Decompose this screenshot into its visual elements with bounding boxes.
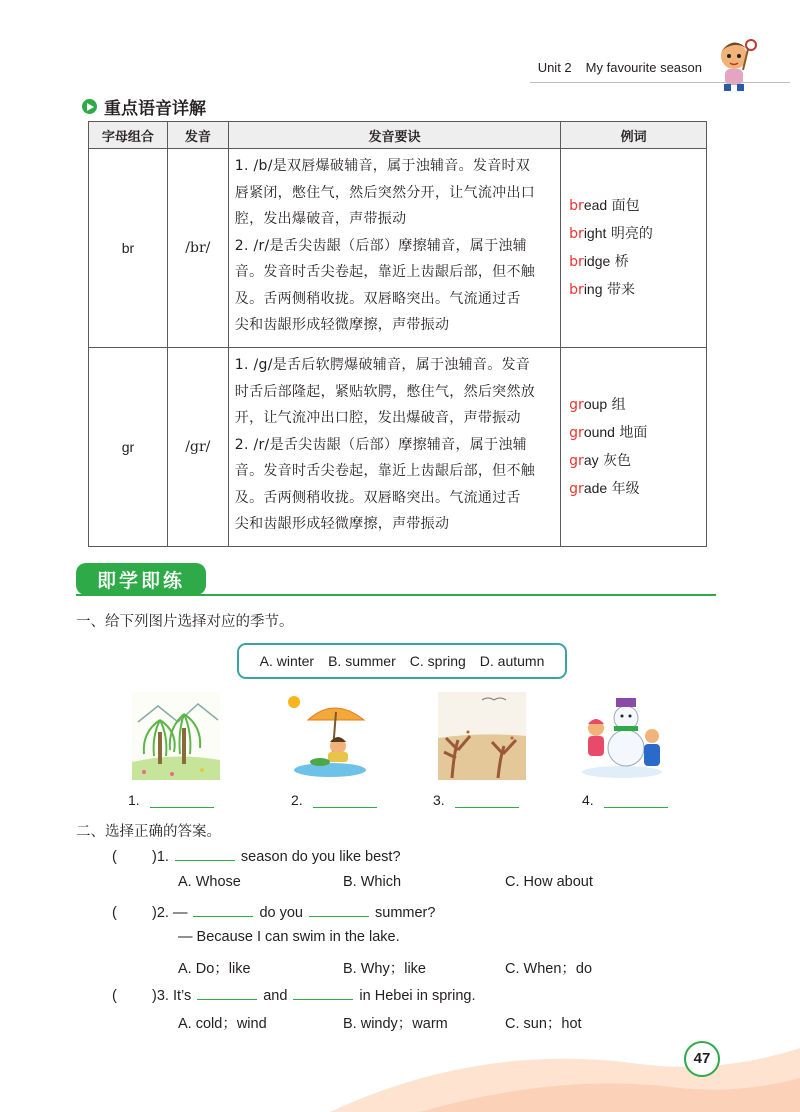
question-3: ( )3. It’s and in Hebei in spring.: [112, 985, 476, 1004]
section-title: 重点语音详解: [104, 99, 206, 119]
example-word: gray 灰色: [569, 452, 632, 469]
example-word: group 组: [569, 396, 626, 413]
answer-paren[interactable]: (: [112, 849, 117, 865]
season-options-box: [237, 643, 567, 679]
fill-blank[interactable]: [175, 846, 235, 861]
section-heading: [82, 94, 206, 119]
phonics-table: [88, 121, 707, 547]
answer-blank-2[interactable]: 2.: [291, 792, 377, 808]
fill-blank[interactable]: [309, 902, 369, 917]
example-word: bright 明亮的: [569, 225, 653, 242]
question-2: ( )2. — do you summer?: [112, 902, 435, 921]
sound-cell: /gr/: [167, 348, 228, 547]
answer-line: — Because I can swim in the lake.: [178, 929, 400, 945]
example-word: bring 带来: [569, 281, 635, 298]
option-c[interactable]: C. How about: [505, 874, 593, 890]
tip-line: 音。发音时舌尖卷起，靠近上齿龈后部，但不触: [234, 463, 536, 479]
option-b[interactable]: B. Why；like: [343, 961, 426, 977]
running-header: [538, 60, 702, 75]
option-a[interactable]: A. Whose: [178, 874, 241, 890]
answer-paren[interactable]: (: [112, 988, 117, 1004]
table-row-gr: [89, 348, 707, 547]
option-summer: B. summer: [328, 653, 396, 669]
option-a[interactable]: A. cold；wind: [178, 1016, 267, 1032]
example-word: bridge 桥: [569, 253, 629, 270]
tip-line: 尖和齿龈形成轻微摩擦，声带振动: [234, 516, 450, 532]
tip-line: 腔，发出爆破音，声带振动: [234, 211, 407, 227]
tip-line: 音。发音时舌尖卷起，靠近上齿龈后部，但不触: [234, 264, 536, 280]
examples-cell: [561, 348, 707, 547]
sound-cell: /br/: [167, 149, 228, 348]
tip-line: 及。舌两侧稍收拢。双唇略突出。气流通过舌: [234, 290, 521, 307]
option-autumn: D. autumn: [479, 653, 545, 669]
autumn-picture: [438, 692, 526, 780]
footer-wave: [0, 1002, 800, 1112]
tip-line: 时舌后部隆起，紧贴软腭，憋住气，然后突然放: [234, 383, 536, 400]
tips-cell: [228, 149, 560, 348]
practice-banner: 即学即练: [76, 563, 206, 595]
option-winter: A. winter: [259, 653, 315, 669]
fill-blank[interactable]: [197, 985, 257, 1000]
banner-rule: [76, 594, 716, 596]
combo-cell: gr: [89, 348, 168, 547]
question-1: ( )1. season do you like best?: [112, 846, 401, 865]
tip-line: 及。舌两侧稍收拢。双唇略突出。气流通过舌: [234, 489, 521, 506]
table-header-row: [89, 122, 707, 149]
tip-line: 唇紧闭，憋住气，然后突然分开，让气流冲出口: [234, 184, 536, 201]
col-header-tips: 发音要诀: [228, 122, 560, 149]
fill-blank[interactable]: [293, 985, 353, 1000]
page-number: 47: [684, 1041, 720, 1077]
option-b[interactable]: B. windy；warm: [343, 1016, 448, 1032]
unit-label: Unit 2: [537, 60, 572, 75]
answer-blank-4[interactable]: 4.: [582, 792, 668, 808]
option-b[interactable]: B. Which: [343, 874, 402, 890]
option-c[interactable]: C. When；do: [505, 961, 593, 977]
col-header-sound: 发音: [167, 122, 228, 149]
col-header-examples: 例词: [561, 122, 707, 149]
example-word: grade 年级: [569, 480, 640, 497]
answer-blank-1[interactable]: 1.: [128, 792, 214, 808]
tip-line: 1. /b/是双唇爆破辅音，属于浊辅音。发音时双: [234, 158, 531, 174]
tip-line: 1. /g/是舌后软腭爆破辅音，属于浊辅音。发音: [234, 357, 531, 373]
q2-title: 二、选择正确的答案。: [76, 824, 221, 840]
examples-cell: [561, 149, 707, 348]
option-a[interactable]: A. Do；like: [178, 961, 251, 977]
combo-cell: br: [89, 149, 168, 348]
summer-picture: [286, 692, 374, 780]
fill-blank[interactable]: [193, 902, 253, 917]
option-spring: C. spring: [409, 653, 466, 669]
col-header-combo: 字母组合: [89, 122, 168, 149]
winter-picture: [578, 692, 666, 780]
q1-title: 一、给下列图片选择对应的季节。: [76, 614, 294, 630]
example-word: bread 面包: [569, 197, 640, 214]
tip-line: 2. /r/是舌尖齿龈（后部）摩擦辅音，属于浊辅: [234, 237, 527, 254]
option-c[interactable]: C. sun；hot: [505, 1016, 582, 1032]
play-arrow-icon: [82, 99, 97, 114]
answer-blank-3[interactable]: 3.: [433, 792, 519, 808]
mascot-icon: [712, 36, 758, 92]
tip-line: 开，让气流冲出口腔，发出爆破音，声带振动: [234, 410, 521, 426]
table-row-br: [89, 149, 707, 348]
unit-title: My favourite season: [585, 60, 702, 75]
answer-paren[interactable]: (: [112, 905, 117, 921]
tips-cell: [228, 348, 560, 547]
spring-picture: [132, 692, 220, 780]
tip-line: 2. /r/是舌尖齿龈（后部）摩擦辅音，属于浊辅: [234, 436, 527, 453]
header-rule: [530, 82, 790, 83]
tip-line: 尖和齿龈形成轻微摩擦，声带振动: [234, 317, 450, 333]
example-word: ground 地面: [569, 424, 648, 441]
